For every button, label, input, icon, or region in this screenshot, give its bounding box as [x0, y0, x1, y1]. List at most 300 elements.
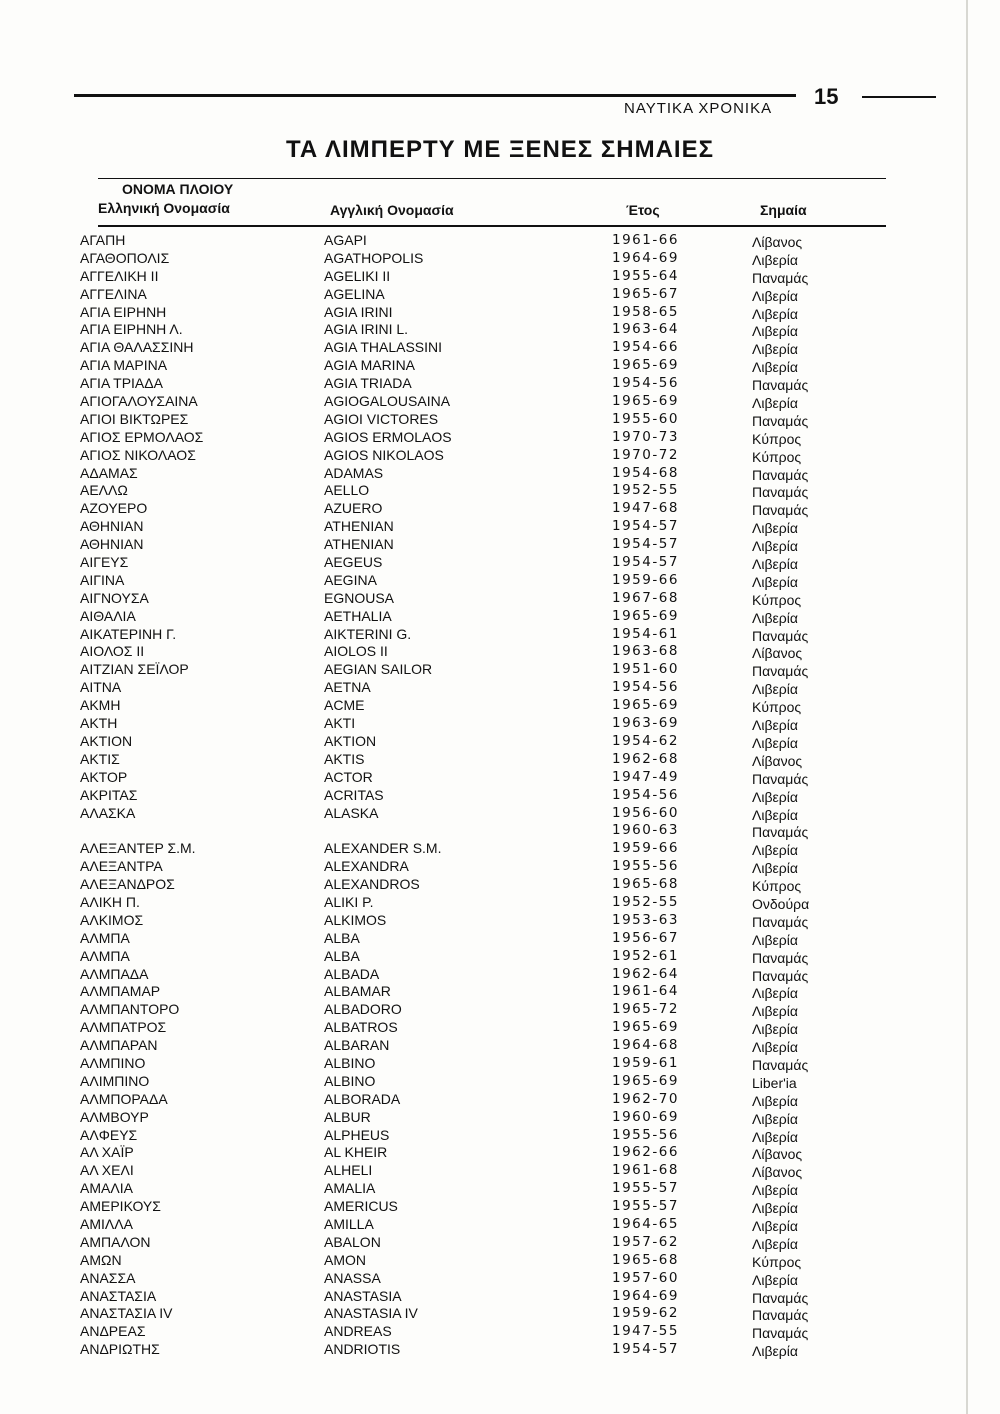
cell-flag: Λιβερία [752, 538, 798, 555]
cell-flag: Λιβερία [752, 395, 798, 412]
cell-flag: Παναμάς [752, 949, 809, 966]
table-top-rule [98, 178, 886, 179]
cell-greek-name: ΑΚΤΗ [80, 715, 118, 732]
cell-flag: Παναμάς [752, 377, 809, 394]
cell-year: 1952-55 [612, 482, 679, 499]
cell-english-name: ATHENIAN [324, 536, 394, 553]
table-row [80, 250, 860, 268]
cell-english-name: ALEXANDROS [324, 876, 420, 893]
cell-greek-name: ΑΚΡΙΤΑΣ [80, 786, 138, 803]
cell-greek-name: ΑΚΤΙΟΝ [80, 732, 133, 749]
cell-greek-name: ΑΓΓΕΛΙΝΑ [80, 285, 147, 302]
cell-year: 1964-69 [612, 1287, 679, 1304]
cell-year: 1962-68 [612, 750, 679, 767]
cell-flag: Λιβερία [752, 305, 798, 322]
table-row [80, 268, 860, 286]
cell-greek-name: ΑΚΤΟΡ [80, 768, 128, 785]
cell-english-name: AGIOGALOUSAINA [324, 393, 451, 410]
cell-greek-name: ΑΛΜΠΑΔΑ [80, 965, 149, 982]
table-row [80, 482, 860, 500]
cell-greek-name: ΑΚΜΗ [80, 697, 121, 714]
table-row [80, 930, 860, 948]
table-row [80, 232, 860, 250]
cell-flag: Λιβερία [752, 788, 798, 805]
cell-year: 1961-66 [612, 232, 679, 248]
cell-year: 1954-62 [612, 732, 679, 749]
table-row [80, 447, 860, 465]
cell-english-name: AIKTERINI G. [324, 625, 412, 642]
cell-english-name: AGIA MARINA [324, 357, 416, 374]
cell-flag: Λιβερία [752, 1271, 798, 1288]
cell-year: 1955-60 [612, 410, 679, 427]
cell-english-name: ALBADORO [324, 1001, 402, 1018]
cell-greek-name: ΑΛΜΠΙΝΟ [80, 1054, 146, 1071]
cell-year: 1965-69 [612, 393, 679, 410]
cell-flag: Liber'ia [752, 1074, 797, 1091]
cell-greek-name: ΑΓΓΕΛΙΚΗ ΙΙ [80, 267, 159, 284]
cell-english-name: AETHALIA [324, 607, 392, 624]
cell-flag: Λιβερία [752, 359, 798, 376]
page-margin-line [966, 0, 968, 1414]
cell-english-name: ALKIMOS [324, 911, 387, 928]
cell-year: 1965-69 [612, 357, 679, 374]
cell-flag: Παναμάς [752, 627, 809, 644]
cell-english-name: ADAMAS [324, 464, 384, 481]
cell-english-name: AETNA [324, 679, 371, 696]
cell-flag: Λιβερία [752, 1343, 798, 1360]
cell-english-name: AGIOI VICTORES [324, 410, 439, 427]
cell-english-name: ALBARAN [324, 1037, 390, 1054]
cell-year: 1954-57 [612, 554, 679, 571]
cell-english-name: ANASSA [324, 1269, 381, 1286]
table-row [80, 572, 860, 590]
column-header-ship-name: ΟΝΟΜΑ ΠΛΟΙΟΥ [122, 181, 234, 197]
cell-greek-name: ΑΖΟΥΕΡΟ [80, 500, 148, 517]
cell-english-name: AL KHEIR [324, 1144, 388, 1161]
cell-year: 1947-49 [612, 768, 679, 785]
cell-flag: Παναμάς [752, 824, 809, 841]
cell-year: 1954-66 [612, 339, 679, 356]
cell-year: 1970-72 [612, 446, 679, 463]
cell-flag: Λιβερία [752, 842, 798, 859]
cell-flag: Λιβερία [752, 609, 798, 626]
cell-flag: Λίβανος [752, 752, 803, 769]
table-row [80, 1127, 860, 1145]
cell-english-name: AGIOS NIKOLAOS [324, 446, 444, 463]
cell-english-name: ACME [324, 697, 365, 714]
table-row [80, 1162, 860, 1180]
header-rule-left [74, 94, 796, 97]
cell-greek-name: ΑΝΑΣΤΑΣΙΑ [80, 1287, 157, 1304]
table-row [80, 429, 860, 447]
cell-year: 1955-56 [612, 858, 679, 875]
table-row [80, 661, 860, 679]
cell-greek-name: ΑΓΙΟΣ ΝΙΚΟΛΑΟΣ [80, 446, 196, 463]
cell-greek-name: ΑΔΑΜΑΣ [80, 464, 138, 481]
table-header-rule [98, 225, 886, 227]
cell-english-name: ABALON [324, 1233, 381, 1250]
cell-flag: Παναμάς [752, 663, 809, 680]
cell-flag: Κύπρος [752, 448, 802, 465]
cell-greek-name: ΑΓΙΑ ΕΙΡΗΝΗ [80, 303, 167, 320]
cell-year: 1954-57 [612, 1341, 679, 1358]
cell-flag: Παναμάς [752, 412, 809, 429]
table-row [80, 304, 860, 322]
cell-flag: Λιβερία [752, 520, 798, 537]
table-row [80, 608, 860, 626]
cell-english-name: ALEXANDRA [324, 858, 409, 875]
table-row [80, 1216, 860, 1234]
table-row [80, 876, 860, 894]
cell-flag: Παναμάς [752, 770, 809, 787]
cell-flag: Λιβερία [752, 985, 798, 1002]
table-row [80, 554, 860, 572]
cell-year: 1956-67 [612, 929, 679, 946]
cell-flag: Λιβερία [752, 1110, 798, 1127]
table-row [80, 1144, 860, 1162]
cell-english-name: ALBINO [324, 1072, 376, 1089]
cell-english-name: ALBA [324, 947, 360, 964]
cell-english-name: AMALIA [324, 1180, 376, 1197]
cell-english-name: ATHENIAN [324, 518, 394, 535]
cell-flag: Λιβερία [752, 287, 798, 304]
cell-flag: Λιβερία [752, 806, 798, 823]
cell-year: 1953-63 [612, 911, 679, 928]
table-row [80, 321, 860, 339]
cell-english-name: AGIA IRINI [324, 303, 393, 320]
cell-year: 1954-68 [612, 464, 679, 481]
cell-greek-name: ΑΙΓΙΝΑ [80, 571, 125, 588]
cell-greek-name: ΑΜΠΑΛΟΝ [80, 1233, 151, 1250]
cell-flag: Λιβερία [752, 341, 798, 358]
cell-english-name: ANASTASIA IV [324, 1305, 418, 1322]
table-row [80, 590, 860, 608]
cell-greek-name: ΑΘΗΝΙΑΝ [80, 536, 144, 553]
cell-year: 1954-57 [612, 518, 679, 535]
cell-english-name: ALBADA [324, 965, 380, 982]
cell-english-name: ANDRIOTIS [324, 1341, 401, 1358]
cell-greek-name: ΑΙΤΖΙΑΝ ΣΕΪΛΟΡ [80, 661, 189, 678]
table-row [80, 805, 860, 823]
cell-greek-name: ΑΓΙΑ ΘΑΛΑΣΣΙΝΗ [80, 339, 194, 356]
table-row [80, 286, 860, 304]
cell-year: 1959-61 [612, 1054, 679, 1071]
table-row [80, 858, 860, 876]
cell-english-name: AMILLA [324, 1215, 374, 1232]
table-row [80, 1001, 860, 1019]
cell-year: 1957-60 [612, 1269, 679, 1286]
table-row [80, 375, 860, 393]
table-row [80, 1109, 860, 1127]
cell-english-name: AEGIAN SAILOR [324, 661, 433, 678]
cell-english-name: AKTIS [324, 750, 365, 767]
cell-flag: Λιβερία [752, 251, 798, 268]
table-row [80, 894, 860, 912]
table-row [80, 733, 860, 751]
cell-year: 1963-64 [612, 321, 679, 338]
cell-year: 1954-56 [612, 786, 679, 803]
cell-flag: Λιβερία [752, 1003, 798, 1020]
cell-year: 1956-60 [612, 804, 679, 821]
cell-english-name: ALBINO [324, 1054, 376, 1071]
header-rule-right [862, 96, 936, 98]
column-header-english-name: Αγγλική Ονομασία [330, 202, 454, 218]
cell-english-name: AGAPI [324, 232, 367, 248]
cell-year: 1955-57 [612, 1180, 679, 1197]
cell-flag: Παναμάς [752, 967, 809, 984]
cell-greek-name: ΑΛΕΞΑΝΤΡΑ [80, 858, 163, 875]
cell-greek-name: ΑΛΕΞΑΝΔΡΟΣ [80, 876, 175, 893]
cell-greek-name: ΑΜΩΝ [80, 1251, 122, 1268]
table-row [80, 1019, 860, 1037]
table-row [80, 1288, 860, 1306]
cell-year: 1965-69 [612, 1019, 679, 1036]
table-row [80, 1323, 860, 1341]
cell-flag: Λιβερία [752, 681, 798, 698]
cell-flag: Λιβερία [752, 1021, 798, 1038]
table-row [80, 411, 860, 429]
cell-year: 1952-55 [612, 893, 679, 910]
cell-flag: Παναμάς [752, 484, 809, 501]
journal-name: ΝΑΥΤΙΚΑ ΧΡΟΝΙΚΑ [624, 100, 773, 117]
cell-english-name: AEGEUS [324, 554, 383, 571]
cell-year: 1970-73 [612, 428, 679, 445]
cell-flag: Παναμάς [752, 1056, 809, 1073]
cell-greek-name: ΑΙΟΛΟΣ ΙΙ [80, 643, 145, 660]
cell-greek-name: ΑΓΑΠΗ [80, 232, 126, 248]
cell-english-name: AEGINA [324, 571, 377, 588]
table-row [80, 769, 860, 787]
table-row [80, 1073, 860, 1091]
cell-flag: Λίβανος [752, 1146, 803, 1163]
cell-greek-name: ΑΛΚΙΜΟΣ [80, 911, 144, 928]
cell-year: 1955-56 [612, 1126, 679, 1143]
cell-year: 1957-62 [612, 1233, 679, 1250]
table-row [80, 643, 860, 661]
table-row [80, 393, 860, 411]
table-row [80, 822, 860, 840]
cell-year: 1965-72 [612, 1001, 679, 1018]
cell-english-name: AGELIKI II [324, 267, 391, 284]
cell-english-name: AKTI [324, 715, 356, 732]
cell-greek-name: ΑΛΜΒΟΥΡ [80, 1108, 149, 1125]
table-row [80, 626, 860, 644]
table-row [80, 536, 860, 554]
page-number: 15 [814, 84, 839, 109]
table-row [80, 1341, 860, 1359]
cell-flag: Λιβερία [752, 323, 798, 340]
cell-greek-name: ΑΛΦΕΥΣ [80, 1126, 138, 1143]
page-title: ΤΑ ΛΙΜΠΕΡΤΥ ΜΕ ΞΕΝΕΣ ΣΗΜΑΙΕΣ [285, 136, 714, 163]
cell-flag: Κύπρος [752, 699, 802, 716]
cell-greek-name: ΑΛΜΠΑΜΑΡ [80, 983, 161, 1000]
table-row [80, 715, 860, 733]
cell-greek-name: ΑΛΜΠΑ [80, 947, 130, 964]
cell-greek-name: ΑΛΜΠΑ [80, 929, 130, 946]
cell-english-name: ALASKA [324, 804, 379, 821]
cell-flag: Λίβανος [752, 1164, 803, 1181]
cell-greek-name: ΑΛ ΧΕΛΙ [80, 1162, 134, 1179]
cell-english-name: AGELINA [324, 285, 385, 302]
cell-greek-name: ΑΓΙΑ ΤΡΙΑΔΑ [80, 375, 163, 392]
table-row [80, 1252, 860, 1270]
table-row [80, 1055, 860, 1073]
table-row [80, 1037, 860, 1055]
cell-flag: Παναμάς [752, 913, 809, 930]
cell-flag: Λιβερία [752, 734, 798, 751]
cell-year: 1965-67 [612, 285, 679, 302]
cell-flag: Λιβερία [752, 573, 798, 590]
cell-flag: Παναμάς [752, 1307, 809, 1324]
cell-flag: Λιβερία [752, 1217, 798, 1234]
cell-greek-name: ΑΛΜΠΑΤΡΟΣ [80, 1019, 167, 1036]
cell-year: 1959-62 [612, 1305, 679, 1322]
table-row [80, 787, 860, 805]
column-header-year: Έτος [626, 202, 660, 218]
cell-year: 1963-68 [612, 643, 679, 660]
cell-year: 1965-69 [612, 607, 679, 624]
cell-year: 1960-69 [612, 1108, 679, 1125]
cell-greek-name: ΑΓΙΟΣ ΕΡΜΟΛΑΟΣ [80, 428, 204, 445]
cell-year: 1947-68 [612, 500, 679, 517]
cell-year: 1963-69 [612, 715, 679, 732]
table-row [80, 751, 860, 769]
table-row [80, 1234, 860, 1252]
cell-flag: Κύπρος [752, 878, 802, 895]
cell-flag: Λίβανος [752, 645, 803, 662]
cell-english-name: EGNOUSA [324, 589, 395, 606]
cell-english-name: AGIA TRIADA [324, 375, 412, 392]
cell-flag: Λιβερία [752, 1182, 798, 1199]
cell-english-name: AGIOS ERMOLAOS [324, 428, 452, 445]
cell-greek-name: ΑΚΤΙΣ [80, 750, 120, 767]
cell-flag: Παναμάς [752, 1289, 809, 1306]
cell-greek-name: ΑΝΑΣΤΑΣΙΑ IV [80, 1305, 173, 1322]
cell-flag: Παναμάς [752, 1325, 809, 1342]
cell-greek-name: ΑΙΤΝΑ [80, 679, 122, 696]
cell-english-name: ACTOR [324, 768, 373, 785]
cell-year: 1964-69 [612, 249, 679, 266]
table-row [80, 1305, 860, 1323]
table-row [80, 966, 860, 984]
cell-english-name: AGIA THALASSINI [324, 339, 443, 356]
cell-greek-name: ΑΙΘΑΛΙΑ [80, 607, 136, 624]
column-header-flag: Σημαία [760, 202, 807, 218]
cell-greek-name: ΑΓΙΑ ΜΑΡΙΝΑ [80, 357, 168, 374]
cell-flag: Λιβερία [752, 1200, 798, 1217]
cell-year: 1962-64 [612, 965, 679, 982]
cell-greek-name: ΑΛΜΠΟΡΑΔΑ [80, 1090, 168, 1107]
table-row [80, 1091, 860, 1109]
cell-year: 1964-65 [612, 1215, 679, 1232]
cell-year: 1955-64 [612, 267, 679, 284]
cell-flag: Λιβερία [752, 860, 798, 877]
cell-greek-name: ΑΓΙΑ ΕΙΡΗΝΗ Λ. [80, 321, 183, 338]
cell-greek-name: ΑΙΓΕΥΣ [80, 554, 129, 571]
cell-flag: Κύπρος [752, 430, 802, 447]
cell-greek-name: ΑΙΓΝΟΥΣΑ [80, 589, 149, 606]
cell-flag: Λιβερία [752, 1092, 798, 1109]
cell-flag: Ονδούρα [752, 895, 810, 912]
cell-year: 1955-57 [612, 1198, 679, 1215]
cell-greek-name: ΑΜΕΡΙΚΟΥΣ [80, 1198, 161, 1215]
cell-flag: Λιβερία [752, 717, 798, 734]
table-row [80, 679, 860, 697]
cell-greek-name: ΑΛΜΠΑΝΤΟΡΟ [80, 1001, 180, 1018]
cell-greek-name: ΑΛΜΠΑΡΑΝ [80, 1037, 158, 1054]
cell-flag: Λιβερία [752, 1128, 798, 1145]
column-header-greek-name: Ελληνική Ονομασία [98, 200, 230, 216]
cell-year: 1961-68 [612, 1162, 679, 1179]
cell-flag: Παναμάς [752, 269, 809, 286]
cell-flag: Λιβερία [752, 1039, 798, 1056]
cell-year: 1962-66 [612, 1144, 679, 1161]
table-row [80, 1198, 860, 1216]
cell-year: 1954-57 [612, 536, 679, 553]
cell-english-name: ANASTASIA [324, 1287, 402, 1304]
cell-english-name: AGIA IRINI L. [324, 321, 409, 338]
cell-english-name: ALHELI [324, 1162, 373, 1179]
cell-english-name: ALBUR [324, 1108, 371, 1125]
cell-flag: Κύπρος [752, 1253, 802, 1270]
cell-year: 1954-56 [612, 375, 679, 392]
cell-year: 1954-61 [612, 625, 679, 642]
table-row [80, 518, 860, 536]
cell-greek-name: ΑΛΙΜΠΙΝΟ [80, 1072, 150, 1089]
cell-year: 1961-64 [612, 983, 679, 1000]
table-row [80, 465, 860, 483]
cell-greek-name: ΑΓΑΘΟΠΟΛΙΣ [80, 249, 170, 266]
cell-year: 1960-63 [612, 822, 679, 839]
cell-greek-name: ΑΛ ΧΑΪΡ [80, 1144, 134, 1161]
cell-flag: Κύπρος [752, 591, 802, 608]
cell-greek-name: ΑΙΚΑΤΕΡΙΝΗ Γ. [80, 625, 177, 642]
cell-year: 1958-65 [612, 303, 679, 320]
cell-greek-name: ΑΓΙΟΙ ΒΙΚΤΩΡΕΣ [80, 410, 189, 427]
cell-year: 1951-60 [612, 661, 679, 678]
cell-english-name: ALBA [324, 929, 360, 946]
cell-english-name: ALPHEUS [324, 1126, 390, 1143]
table-row [80, 697, 860, 715]
table-row [80, 840, 860, 858]
cell-flag: Λίβανος [752, 234, 803, 250]
cell-english-name: AELLO [324, 482, 370, 499]
cell-english-name: AMON [324, 1251, 366, 1268]
cell-year: 1959-66 [612, 571, 679, 588]
cell-greek-name: ΑΝΔΡΙΩΤΗΣ [80, 1341, 160, 1358]
cell-greek-name: ΑΓΙΟΓΑΛΟΥΣΑΙΝΑ [80, 393, 198, 410]
cell-english-name: ACRITAS [324, 786, 384, 803]
cell-greek-name: ΑΜΙΛΛΑ [80, 1215, 133, 1232]
cell-year: 1965-68 [612, 876, 679, 893]
cell-english-name: ALEXANDER S.M. [324, 840, 442, 857]
cell-english-name: AGATHOPOLIS [324, 249, 424, 266]
cell-greek-name: ΑΜΑΛΙΑ [80, 1180, 133, 1197]
table-row [80, 1270, 860, 1288]
cell-english-name: ANDREAS [324, 1323, 392, 1340]
cell-greek-name: ΑΘΗΝΙΑΝ [80, 518, 144, 535]
table-row [80, 500, 860, 518]
cell-year: 1965-69 [612, 1072, 679, 1089]
table-row [80, 339, 860, 357]
table-row [80, 948, 860, 966]
cell-year: 1965-69 [612, 697, 679, 714]
cell-english-name: AZUERO [324, 500, 383, 517]
table-row [80, 912, 860, 930]
cell-flag: Λιβερία [752, 931, 798, 948]
cell-greek-name: ΑΛΙΚΗ Π. [80, 893, 140, 910]
cell-flag: Παναμάς [752, 502, 809, 519]
